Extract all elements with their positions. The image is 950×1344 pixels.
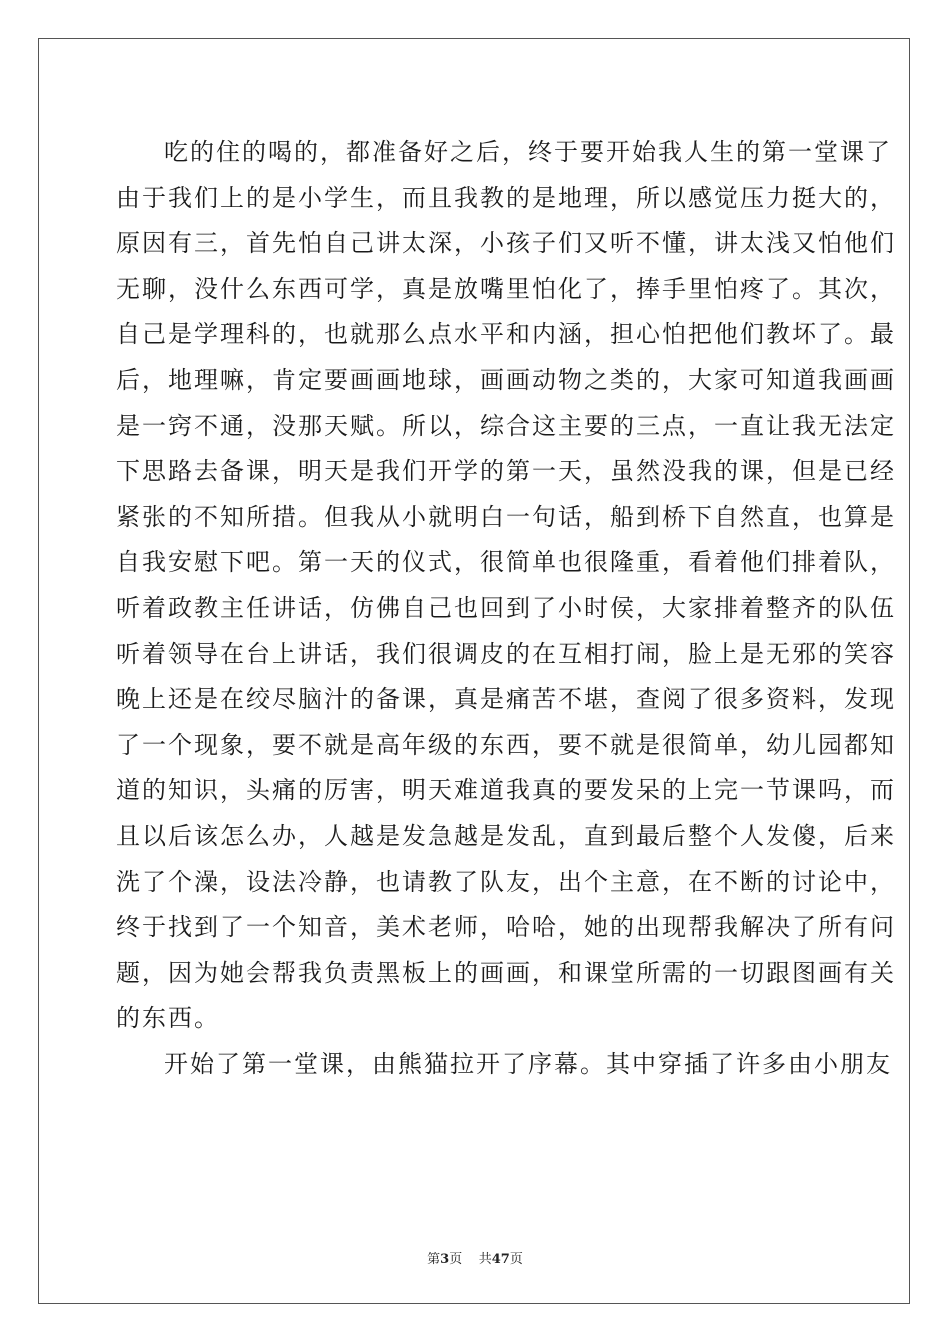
text-line: 后，地理嘛，肯定要画画地球，画画动物之类的，大家可知道我画画	[116, 365, 896, 394]
text-line: 终于找到了一个知音，美术老师，哈哈，她的出现帮我解决了所有问	[116, 913, 896, 942]
page-suffix: 页	[449, 1252, 463, 1267]
text-line: 题，因为她会帮我负责黑板上的画画，和课堂所需的一切跟图画有关	[116, 958, 896, 987]
text-line: 紧张的不知所措。但我从小就明白一句话，船到桥下自然直，也算是	[116, 502, 896, 531]
text-line: 原因有三，首先怕自己讲太深，小孩子们又听不懂，讲太浅又怕他们	[116, 229, 896, 258]
total-pages: 47	[491, 1252, 510, 1267]
text-line: 了一个现象，要不就是高年级的东西，要不就是很简单，幼儿园都知	[116, 730, 896, 759]
page-number: 3	[440, 1252, 450, 1267]
text-line: 的东西。	[116, 1004, 220, 1033]
text-line: 道的知识，头痛的厉害，明天难道我真的要发呆的上完一节课吗，而	[116, 776, 896, 805]
text-line: 吃的住的喝的，都准备好之后，终于要开始我人生的第一堂课了	[164, 138, 892, 166]
text-line: 下思路去备课，明天是我们开学的第一天，虽然没我的课，但是已经	[116, 457, 896, 486]
text-line: 由于我们上的是小学生，而且我教的是地理，所以感觉压力挺大的，	[116, 183, 896, 212]
total-suffix: 页	[509, 1252, 523, 1267]
text-line: 自己是学理科的，也就那么点水平和内涵，担心怕把他们教坏了。最	[116, 320, 896, 349]
text-line: 是一窍不通，没那天赋。所以，综合这主要的三点，一直让我无法定	[116, 411, 896, 440]
document-body	[116, 130, 896, 1087]
page-footer	[0, 1248, 950, 1267]
text-line: 洗了个澡，设法冷静，也请教了队友，出个主意，在不断的讨论中，	[116, 867, 896, 896]
text-line: 无聊，没什么东西可学，真是放嘴里怕化了，捧手里怕疼了。其次，	[116, 274, 896, 303]
text-line: 自我安慰下吧。第一天的仪式，很简单也很隆重，看着他们排着队，	[116, 548, 896, 577]
text-line: 开始了第一堂课，由熊猫拉开了序幕。其中穿插了许多由小朋友	[164, 1049, 892, 1078]
page-prefix: 第	[427, 1252, 441, 1267]
text-line: 听着领导在台上讲话，我们很调皮的在互相打闹，脸上是无邪的笑容	[116, 639, 896, 668]
text-line: 且以后该怎么办，人越是发急越是发乱，直到最后整个人发傻，后来	[116, 821, 896, 850]
text-line: 听着政教主任讲话，仿佛自己也回到了小时侯，大家排着整齐的队伍	[116, 593, 896, 622]
text-line: 晚上还是在绞尽脑汁的备课，真是痛苦不堪，查阅了很多资料，发现	[116, 685, 896, 714]
total-prefix: 共	[478, 1252, 492, 1267]
